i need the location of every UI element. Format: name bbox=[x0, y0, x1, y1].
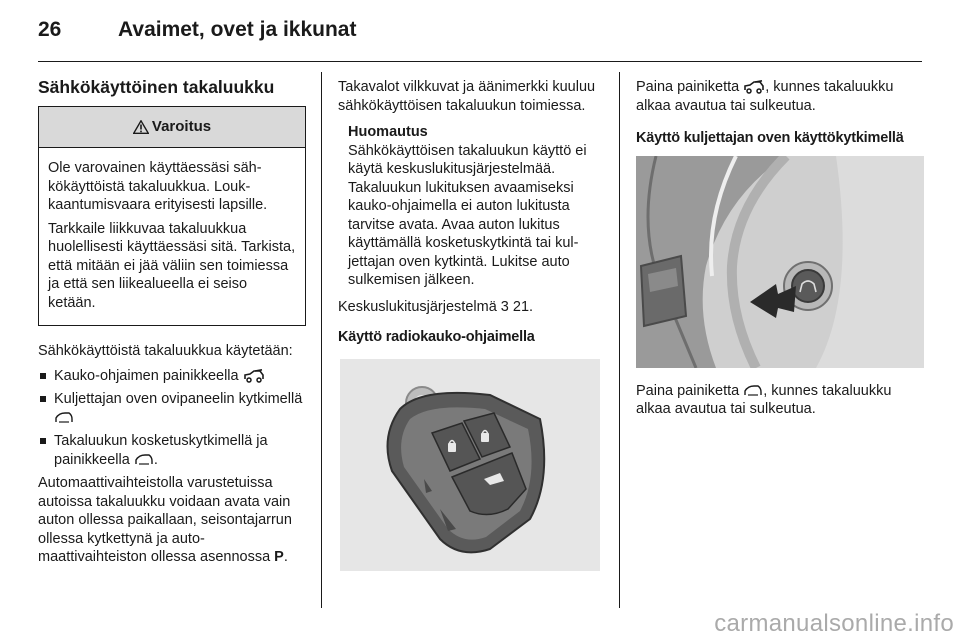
remote-key-image bbox=[340, 359, 600, 571]
chapter-title: Avaimet, ovet ja ikkunat bbox=[118, 18, 357, 41]
list-item-text: Takaluukun kosketuskytkimellä ja painikkeella bbox=[54, 433, 268, 468]
column-divider-2 bbox=[619, 72, 620, 608]
door-switch-instruction bbox=[636, 382, 924, 419]
remote-instruction-after: , kunnes takaluukku alkaa avautua tai sulkeutua. bbox=[636, 79, 894, 114]
warning-triangle-icon bbox=[133, 120, 149, 134]
watermark: carmanualsonline.info bbox=[714, 610, 954, 637]
warning-title: Varoitus bbox=[151, 117, 212, 135]
automatic-text: Automaattivaihteistolla varustetuissa autoissa takaluukku voidaan avata vain auton ollessa paikallaan, seisontajarrun ollessa kytkettynä ja automaattivaihteiston ollessa asennossa bbox=[38, 475, 292, 565]
tailgate-switch-icon bbox=[134, 453, 154, 467]
reference-text: Keskuslukitusjärjestelmä bbox=[338, 298, 497, 315]
warning-body bbox=[39, 148, 305, 325]
intro-text: Sähkökäyttöistä takaluukkua käytetään: bbox=[38, 343, 293, 359]
tailgate-car-icon bbox=[243, 369, 265, 383]
note-box bbox=[338, 123, 604, 290]
reference-line bbox=[338, 298, 604, 317]
door-switch-instruction-before: Paina painiketta bbox=[636, 382, 740, 399]
list-item bbox=[38, 367, 306, 386]
warning-paragraph-1: Ole varovainen käyttäessäsi sähkökäyttöistä takaluukkua. Loukkaantumisvaara erityisesti lapsille. bbox=[48, 160, 268, 213]
reference-page: 21. bbox=[512, 298, 534, 315]
warning-paragraph-2: Tarkkaile liikkuvaa takaluukkua huolellisesti käyttäessäsi sitä. Tarkista, että mitään ei jää väliin sen toimiessa ja että sen liikealueella ei seiso ketään. bbox=[48, 220, 296, 311]
warning-box bbox=[38, 106, 306, 326]
remote-instruction bbox=[636, 78, 924, 115]
note-text: Sähkökäyttöisen takaluukun käyttö ei käytä keskuslukitusjärjestelmää. Takaluukun lukituksen avaamiseksi kauko-ohjaimella ei auton lukitusta tarvitse avata. Avaa auton lukitus käyttämällä kosketuskytkintä tai kuljettajan oven kytkintä. Lukitse auto sulkemisen jälkeen. bbox=[348, 142, 587, 288]
remote-key-figure bbox=[340, 359, 600, 571]
column-3 bbox=[636, 72, 924, 425]
tailgate-switch-icon bbox=[743, 384, 763, 398]
automatic-text-end: . bbox=[283, 549, 288, 565]
reference-arrow-icon: 3 bbox=[500, 298, 509, 315]
door-switch-heading: Käyttö kuljettajan oven käyttökytkimellä bbox=[636, 130, 904, 146]
list-item-text: Kauko-ohjaimen painikkeella bbox=[54, 367, 239, 384]
door-switch-figure bbox=[636, 156, 924, 368]
list-item bbox=[38, 390, 306, 427]
gear-position: P bbox=[274, 549, 284, 565]
note-title: Huomautus bbox=[348, 124, 428, 140]
door-switch-instruction-after: , kunnes takaluukku alkaa avautua tai sulkeutua. bbox=[636, 382, 892, 417]
column-divider-1 bbox=[321, 72, 322, 608]
warning-header bbox=[39, 107, 305, 148]
tailgate-switch-icon bbox=[54, 411, 74, 425]
column-2 bbox=[338, 72, 604, 571]
header-rule bbox=[38, 61, 922, 62]
lights-text: Takavalot vilkkuvat ja äänimerkki kuuluu sähkökäyttöisen takaluukun toimiessa. bbox=[338, 79, 596, 114]
list-item-end: . bbox=[153, 451, 158, 468]
section-title: Sähkökäyttöinen takaluukku bbox=[38, 77, 275, 97]
list-item-text: Kuljettajan oven ovipaneelin kytkimellä bbox=[54, 391, 303, 407]
automatic-transmission-text bbox=[38, 474, 306, 567]
tailgate-car-icon bbox=[743, 80, 765, 94]
usage-list bbox=[38, 367, 306, 470]
list-item bbox=[38, 432, 306, 469]
page-number: 26 bbox=[38, 18, 62, 41]
remote-instruction-before: Paina painiketta bbox=[636, 79, 740, 95]
column-1 bbox=[38, 72, 306, 573]
remote-control-heading: Käyttö radiokauko-ohjaimella bbox=[338, 329, 535, 345]
door-switch-image bbox=[636, 156, 924, 368]
